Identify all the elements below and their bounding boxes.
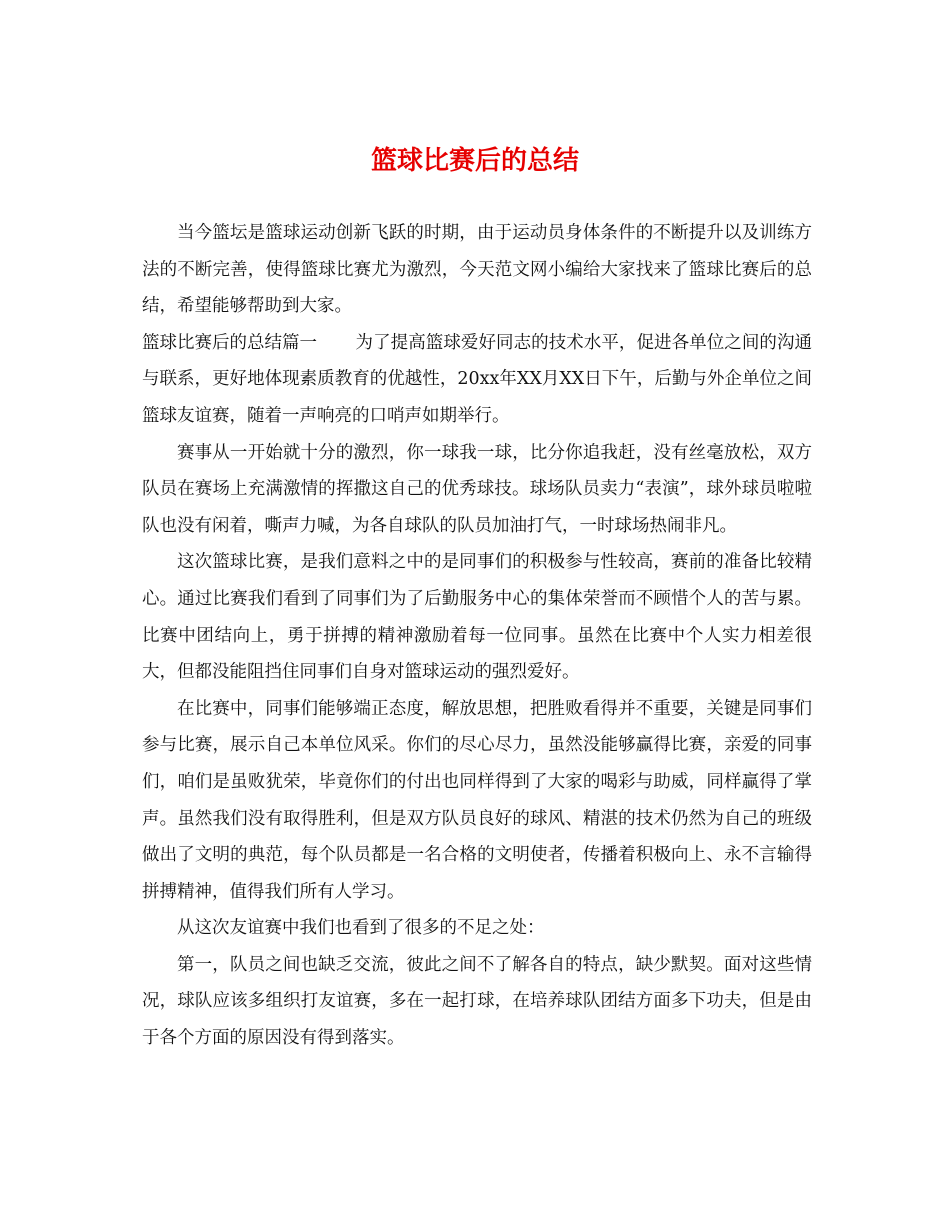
paragraph-2: 这次篮球比赛，是我们意料之中的是同事们的积极参与性较高，赛前的准备比较精心。通过比赛我们看到了同事们为了后勤服务中心的集体荣誉而不顾惜个人的苦与累。比赛中团结向上，勇于拼搏的精神激励着每一位同事。虽然在比赛中个人实力相差很大，但都没能阻挡住同事们自身对篮球运动的强烈爱好。 — [142, 552, 812, 683]
paragraph-1: 赛事从一开始就十分的激烈，你一球我一球，比分你追我赶，没有丝毫放松，双方队员在赛场上充满激情的挥撒这自己的优秀球技。球场队员卖力“表演”，球外球员啦啦队也没有闲着，嘶声力喊，为各自球队的队员加油打气，一时球场热闹非凡。 — [142, 442, 812, 536]
document-body — [142, 215, 812, 1057]
paragraph-5: 第一，队员之间也缺乏交流，彼此之间不了解各自的特点，缺少默契。面对这些情况，球队应该多组织打友谊赛，多在一起打球，在培养球队团结方面多下功夫，但是由于各个方面的原因没有得到落实。 — [142, 954, 812, 1049]
paragraph-4: 从这次友谊赛中我们也看到了很多的不足之处： — [177, 918, 545, 939]
intro-paragraph: 当今篮坛是篮球运动创新飞跃的时期，由于运动员身体条件的不断提升以及训练方法的不断完善，使得篮球比赛尤为激烈，今天范文网小编给大家找来了篮球比赛后的总结，希望能够帮助到大家。 — [142, 223, 812, 317]
section-paragraph — [142, 325, 812, 435]
section-first-paragraph: 为了提高篮球爱好同志的技术水平，促进各单位之间的沟通与联系，更好地体现素质教育的优越性，20xx年XX月XX日下午，后勤与外企单位之间篮球友谊赛，随着一声响亮的口哨声如期举行。 — [142, 332, 812, 426]
section-heading: 篮球比赛后的总结篇一 — [142, 332, 317, 353]
document-title: 篮球比赛后的总结 — [370, 146, 579, 176]
paragraph-3: 在比赛中，同事们能够端正态度，解放思想，把胜败看得并不重要，关键是同事们参与比赛，展示自己本单位风采。你们的尽心尽力，虽然没能够赢得比赛，亲爱的同事们，咱们是虽败犹荣，毕竟你们的付出也同样得到了大家的喝彩与助威，同样赢得了掌声。虽然我们没有取得胜利，但是双方队员良好的球风、精湛的技术仍然为自己的班级做出了文明的典范，每个队员都是一名合格的文明使者，传播着积极向上、永不言输得拼搏精神，值得我们所有人学习。 — [142, 698, 812, 902]
